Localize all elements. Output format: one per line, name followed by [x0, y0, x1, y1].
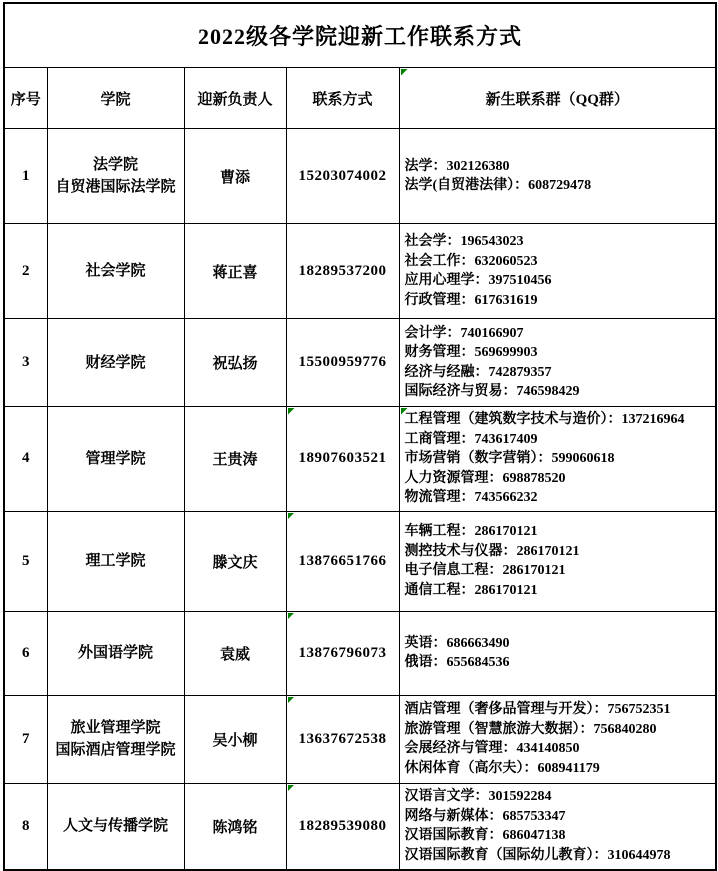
- qq-groups-cell: [399, 783, 716, 870]
- qq-group-line: 电子信息工程：286170121: [404, 563, 566, 578]
- table-row: [4, 783, 716, 870]
- row-number-cell: 6: [4, 611, 47, 695]
- phone-cell: [286, 407, 399, 512]
- qq-groups-cell: [399, 224, 716, 319]
- document-sheet: [0, 2, 718, 869]
- header-phone: 联系方式: [286, 68, 399, 129]
- college-cell: [47, 224, 184, 319]
- college-name-line: 国际酒店管理学院: [55, 742, 176, 758]
- college-name-line: 人文与传播学院: [62, 818, 168, 835]
- qq-group-line: 汉语国际教育：686047138: [404, 828, 566, 844]
- table-row: [4, 511, 716, 611]
- row-number-cell: 8: [4, 783, 47, 870]
- phone-cell: [286, 511, 399, 611]
- page-title: 2022级各学院迎新工作联系方式: [4, 3, 716, 68]
- row-number-cell: 5: [4, 511, 47, 611]
- college-cell: [47, 129, 184, 224]
- qq-group-line: 法学：302126380: [404, 158, 510, 174]
- qq-group-line: 旅游管理（智慧旅游大数据）：756840280: [404, 721, 657, 737]
- error-indicator-icon: [288, 697, 295, 704]
- college-cell: [47, 511, 184, 611]
- qq-groups-cell: [399, 611, 716, 695]
- qq-groups-cell: [399, 511, 716, 611]
- qq-group-line: 车辆工程：286170121: [404, 524, 538, 539]
- qq-group-line: 测控技术与仪器：286170121: [404, 543, 580, 559]
- header-qq-group-label: 新生联系群（QQ群）: [485, 91, 629, 108]
- table-row: [4, 611, 716, 695]
- phone-number: 13876651766: [298, 552, 387, 569]
- phone-number: 13637672538: [298, 730, 387, 747]
- leader-cell: 曹添: [184, 129, 286, 224]
- title-row: [4, 3, 716, 68]
- row-number-cell: 1: [4, 129, 47, 224]
- row-number-cell: 3: [4, 319, 47, 407]
- phone-number: 18289537200: [298, 262, 387, 279]
- qq-group-line: 财务管理：569699903: [404, 345, 538, 360]
- phone-cell: [286, 783, 399, 870]
- row-number-cell: 2: [4, 224, 47, 319]
- phone-cell: [286, 319, 399, 407]
- college-cell: [47, 319, 184, 407]
- phone-number: 15500959776: [298, 354, 387, 370]
- qq-group-line: 经济与经融：742879357: [404, 364, 552, 380]
- college-name-line: 法学院: [92, 157, 138, 173]
- header-qq-group: [399, 68, 716, 129]
- qq-group-line: 社会工作：632060523: [404, 253, 538, 269]
- leader-cell: 滕文庆: [184, 511, 286, 611]
- qq-group-line: 国际经济与贸易：746598429: [404, 384, 580, 399]
- qq-group-line: 休闲体育（高尔夫）：608941179: [404, 760, 600, 776]
- error-indicator-icon: [288, 613, 295, 620]
- qq-group-line: 通信工程：286170121: [404, 582, 538, 598]
- error-indicator-icon: [401, 69, 408, 76]
- qq-group-line: 物流管理：743566232: [404, 490, 538, 505]
- qq-group-line: 法学(自贸港法律）：608729478: [404, 178, 592, 193]
- header-number: 序号: [4, 68, 47, 129]
- college-name-line: 社会学院: [85, 263, 146, 279]
- qq-group-line: 俄语：655684536: [404, 655, 510, 670]
- college-cell: [47, 407, 184, 512]
- phone-cell: [286, 695, 399, 783]
- qq-group-line: 社会学：196543023: [404, 234, 524, 249]
- error-indicator-icon: [288, 785, 295, 792]
- college-cell: [47, 695, 184, 783]
- college-name-line: 理工学院: [85, 553, 146, 569]
- header-row: [4, 68, 716, 129]
- phone-number: 18289539080: [298, 817, 387, 834]
- qq-group-line: 应用心理学：397510456: [404, 273, 552, 288]
- qq-groups-cell: [399, 129, 716, 224]
- header-college: 学院: [47, 68, 184, 129]
- row-number-cell: 4: [4, 407, 47, 512]
- qq-group-line: 会计学：740166907: [404, 325, 524, 341]
- college-cell: [47, 783, 184, 870]
- college-name-line: 旅业管理学院: [70, 720, 161, 736]
- qq-group-line: 网络与新媒体：685753347: [404, 808, 566, 824]
- college-name-line: 财经学院: [85, 354, 146, 371]
- contact-table: [3, 2, 717, 871]
- college-name-line: 管理学院: [85, 450, 146, 467]
- qq-group-line: 英语：686663490: [404, 635, 510, 651]
- header-leader: 迎新负责人: [184, 68, 286, 129]
- error-indicator-icon: [288, 408, 295, 415]
- phone-number: 13876796073: [298, 644, 387, 661]
- error-indicator-icon: [288, 513, 295, 520]
- qq-group-line: 市场营销（数字营销）：599060618: [404, 451, 615, 466]
- table-row: [4, 319, 716, 407]
- qq-group-line: 人力资源管理：698878520: [404, 470, 566, 486]
- phone-cell: [286, 129, 399, 224]
- leader-cell: 蒋正喜: [184, 224, 286, 319]
- qq-group-line: 工商管理：743617409: [404, 431, 538, 447]
- qq-group-line: 工程管理（建筑数字技术与造价）：137216964: [404, 412, 685, 427]
- phone-cell: [286, 224, 399, 319]
- row-number-cell: 7: [4, 695, 47, 783]
- qq-group-line: 汉语国际教育（国际幼儿教育）：310644978: [404, 847, 671, 863]
- leader-cell: 袁威: [184, 611, 286, 695]
- table-row: [4, 129, 716, 224]
- phone-number: 15203074002: [298, 167, 387, 184]
- leader-cell: 吴小柳: [184, 695, 286, 783]
- college-name-line: 自贸港国际法学院: [55, 179, 176, 195]
- qq-group-line: 酒店管理（奢侈品管理与开发）：756752351: [404, 702, 671, 717]
- leader-cell: 王贵涛: [184, 407, 286, 512]
- qq-group-line: 行政管理：617631619: [404, 292, 538, 308]
- qq-groups-cell: [399, 695, 716, 783]
- qq-groups-cell: [399, 407, 716, 512]
- table-row: [4, 695, 716, 783]
- college-cell: [47, 611, 184, 695]
- table-row: [4, 407, 716, 512]
- table-row: [4, 224, 716, 319]
- leader-cell: 陈鸿铭: [184, 783, 286, 870]
- leader-cell: 祝弘扬: [184, 319, 286, 407]
- qq-group-line: 汉语言文学：301592284: [404, 789, 552, 805]
- college-name-line: 外国语学院: [77, 645, 153, 661]
- phone-cell: [286, 611, 399, 695]
- qq-groups-cell: [399, 319, 716, 407]
- phone-number: 18907603521: [298, 450, 387, 467]
- qq-group-line: 会展经济与管理：434140850: [404, 741, 580, 756]
